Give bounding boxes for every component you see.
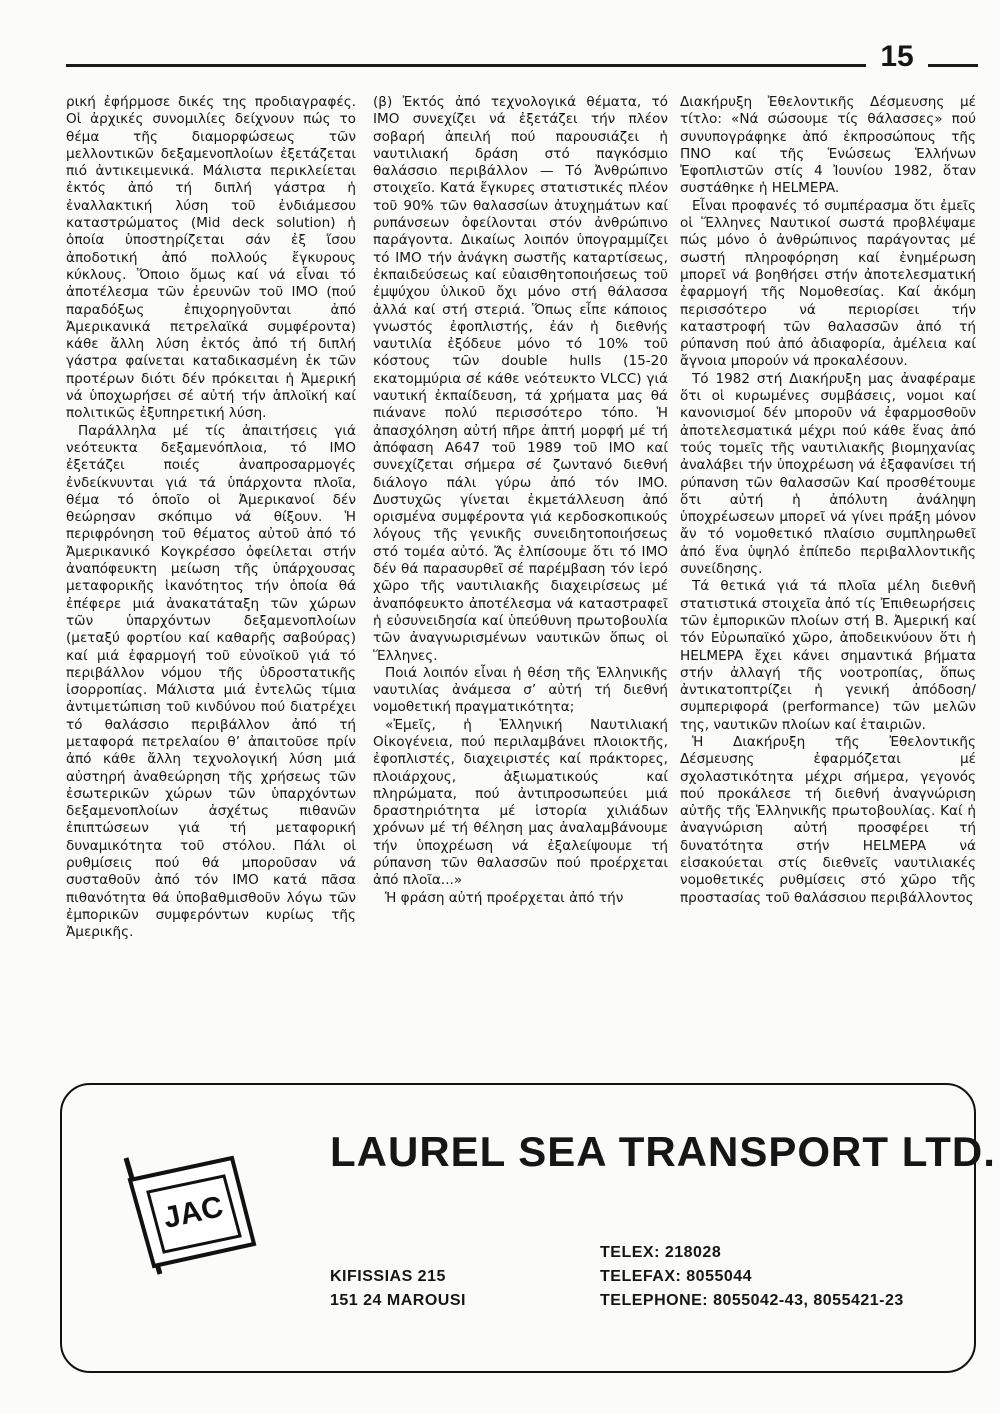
paragraph: Διακήρυξη Ἐθελοντικῆς Δέσμευσης μέ τίτλο: «Νά σώσουμε τίς θάλασσες» πού συνυπογράφηκε ἀπό ἐκπροσώπους τῆς ΠΝΟ καί τῆς Ἑνώσεως Ἑλλήνων Ἐφοπλιστῶν στίς 4 Ἰουνίου 1982, ὅταν συστάθηκε ἡ HELMEPA.: [680, 94, 976, 197]
page-number: 15: [880, 40, 914, 73]
article-column-2: [373, 94, 668, 964]
ad-telephone: TELEPHONE: 8055042-43, 8055421-23: [600, 1292, 904, 1309]
ad-address-line-1: KIFISSIAS 215: [330, 1268, 446, 1285]
paragraph: Ἡ Διακήρυξη τῆς Ἐθελοντικῆς Δέσμευσης ἐφαρμόζεται μέ σχολαστικότητα μέχρι σήμερα, γεγονός πού προκάλεσε τή διεθνή ἀναγνώριση αὐτῆς τῆς Ἑλληνικῆς πρωτοβουλίας. Καί ἡ ἀναγνώριση αὐτή προσφέρει τή δυνατότητα στήν HELMEPA νά εἰσακούεται στίς διεθνεῖς ναυτιλιακές νομοθετικές ρυθμίσεις στό χῶρο τῆς προστασίας τοῦ θαλάσσιου περιβάλλοντος: [680, 733, 976, 906]
article-column-1: [66, 94, 356, 964]
paragraph: Ποιά λοιπόν εἶναι ἡ θέση τῆς Ἑλληνικῆς ναυτιλίας ἀνάμεσα σ’ αὐτή τή διεθνή νομοθετική πραγματικότητα;: [373, 664, 668, 716]
ad-telex: TELEX: 218028: [600, 1244, 722, 1261]
paragraph: Τό 1982 στή Διακήρυξη μας ἀναφέραμε ὅτι οἱ κυρωμένες συμβάσεις, νομοι καί κανονισμοί δέν μποροῦν νά ἐφαρμοσθοῦν ἀποτελεσματικά μέχρι πού κάθε ἕνας ἀπό τούς τομεῖς τῆς ναυτιλιακῆς βιομηχανίας ἀναλάβει τήν ὑποχρέωση νά ἐξαφανίσει τή ρύπανση τῶν θαλασσῶν Καί προσθέτουμε ὅτι αὐτή ἡ ἀπόλυτη ἀνάληψη ὑποχρέωσεων μπορεῖ νά γίνει πράξη μόνον ἄν τό νομοθετικό πλαίσιο συμπληρωθεῖ ἀπό ἕνα ὑψηλό ἐπίπεδο περιβαλλοντικῆς συνείδησης.: [680, 370, 976, 578]
header-rule-left: [66, 64, 866, 67]
paragraph: Εἶναι προφανές τό συμπέρασμα ὅτι ἐμεῖς οἱ Ἕλληνες Ναυτικοί σωστά προβλέψαμε πώς μόνο ὁ ἀνθρώπινος παράγοντας μέ σωστή πληροφόρηση καί ἐνημέρωση μπορεῖ νά βοηθήσει στήν ἀποτελεσματική ἐφαρμογή τῆς Νομοθεσίας. Καί ἀκόμη περισσότερο νά περιορίσει τήν καταστροφή τῶν θαλασσῶν ἀπό τή ρύπανση πού ἀπό ἀδιαφορία, ἀμέλεια καί ἄγνοια μπορούν νά προκαλέσουν.: [680, 197, 976, 370]
paragraph: Ἡ φράση αὐτή προέρχεται ἀπό τήν: [385, 889, 624, 906]
flag-logo-text: JAC: [160, 1190, 227, 1235]
article-column-3: [680, 94, 976, 964]
paragraph: ρική ἐφήρμοσε δικές της προδιαγραφές. Οἱ ἀρχικές συνομιλίες δείχνουν πώς το θέμα τῆς διαμορφώσεως τῶν μελλοντικῶν δεξαμενοπλοίων ἐξετάζεται πιό ἀντικειμενικά. Μάλιστα περικλείεται ἐκτός ἀπό τή διπλή γάστρα ἡ ἐναλλακτική λύση τοῦ ἐνδιάμεσου καταστρώματος (Mid deck solution) ἡ ὁποία ὑποστηρίζεται σάν ἐξ ἴσου ἀποδοτική ἀπό πολλούς ἔγκυρους κύκλους. Ὅποιο ὅμως καί νά εἶναι τό ἀποτέλεσμα τῶν ἐρευνῶν τοῦ IMO (πού παραδόξως ἐπιχορηγοῦνται ἀπό Ἀμερικανικά πετρελαϊκά συμφέροντα) κάθε ἄλλη λύση ἐκτός ἀπό τή διπλή γάστρα φαίνεται καταδικασμένη ἐκ τῶν προτέρων διότι δέν πρόκειται ἡ Ἀμερική νά ὑποχωρήσει σέ αὐτή τήν ἁπλοϊκή καί πολιτικῶς ἐξυπηρετική λύση.: [66, 94, 356, 422]
ad-address-line-2: 151 24 MAROUSI: [330, 1292, 466, 1309]
paragraph: (β) Ἐκτός ἀπό τεχνολογικά θέματα, τό IMO συνεχίζει νά ἐξετάζει τήν πλέον σοβαρή ἀπειλή πού παρουσιάζει ἡ ναυτιλιακή δράση στό παγκόσμιο θαλάσσιο περιβάλλον — Τό Ἀνθρώπινο στοιχεῖο. Κατά ἔγκυρες στατιστικές πλέον τοῦ 90% τῶν θαλασσίων ἀτυχημάτων καί ρυπάνσεων ὀφείλονται στόν ἀνθρώπινο παράγοντα. Δικαίως λοιπόν ὑπογραμμίζει τό IMO τήν ἀνάγκη σωστῆς καταρτίσεως, ἐκπαιδεύσεως καί εὐαισθητοποιήσεως τοῦ ἐμψύχου ὑλικοῦ ὄχι μόνο στή θάλασσα ἀλλά καί στή στεριά. Ὅπως εἶπε κάποιος γνωστός ἐφοπλιστής, ἐάν ἡ διεθνής ναυτιλία ἐξόδευε μόνο τό 10% τοῦ κόστους τῶν double hulls (15-20 εκατομμύρια σέ κάθε νεότευκτο VLCC) γιά ναυτική ἐκπαίδευση, τά χρήματα μας θά πιάνανε πολύ περισσότερο τόπο. Ἡ ἀπασχόληση αὐτή πῆρε ἀπτή μορφή μέ τή ἀπόφαση A647 τοῦ 1989 τοῦ IMO καί συνεχίζεται σήμερα σέ ζωντανό διεθνή διάλογο πάλι γύρω ἀπό τόν IMO. Δυστυχῶς γίνεται ἐκμετάλλευση ἀπό ορισμένα συμφέροντα γιά κερδοσκοπικούς λόγους τῆς γενικῆς συνειδητοποιήσεως στό τομέα αὐτό. Ἄς ἐλπίσουμε ὅτι τό IMO δέν θά παρασυρθεῖ σέ παρέμβαση τόν ἱερό χῶρο τῆς ναυτιλιακῆς διαχειρίσεως μέ ἀναπόφευκτο ἀποτέλεσμα νά καταστραφεῖ ἡ εὐσυνειδησία καί ὑπεύθυνη πρωτοβουλία τῶν ἀναγνωρισμένων ναυτικῶν ὅπως οἱ Ἕλληνες.: [373, 94, 668, 664]
paragraph: Τά θετικά γιά τά πλοῖα μέλη διεθνῆ στατιστικά στοιχεῖα ἀπό τίς Ἐπιθεωρήσεις τῶν ἐμπορικῶν πλοίων στή Β. Ἀμερική καί τόν Εὐρωπαϊκό χῶρο, ἀποδεικνύουν ὅτι ἡ HELMEPA ἔχει κάνει σημαντικά βήματα στήν ἀλλαγή τῆς νοοτροπίας, ὅπως ἀντικατοπτρίζει ἡ γενική ἀπόδοση/ συμπεριφορά (performance) τῶν μελῶν της, ναυτικῶν πλοίων καί ἑταιριῶν.: [680, 578, 976, 733]
paragraph: Παράλληλα μέ τίς ἀπαιτήσεις γιά νεότευκτα δεξαμενόπλοια, τό IMO ἐξετάζει ποιές ἀναπροσαρμογές ἐνδείκνυνται γιά τά ὑπάρχοντα πλοῖα, θέμα τό ὁποῖο οἱ Ἀμερικανοί δέν θεώρησαν σκόπιμο νά θίξουν. Ἡ περιφρόνηση τοῦ θέματος αὐτοῦ ἀπό τό Ἀμερικανικό Κογκρέσσο ὀφείλεται στήν ἀναπόφευκτη μείωση τῆς ὑπάρχουσας μεταφορικῆς ἱκανότητος τήν ὁποία θά ἐπέφερε μιά ἀνακατάταξη τῶν χώρων τῶν ὑπαρχόντων δεξαμενοπλοίων (μεταξύ φορτίου καί καθαρῆς σαβούρας) καί μιά ἐφαρμογή τοῦ εὐνοϊκοῦ γιά τό περιβάλλον νόμου τῆς ὑδροστατικῆς ἰσορροπίας. Μάλιστα μιά ἐντελῶς τίμια ἀντιμετώπιση τοῦ κινδύνου πού διατρέχει τό θαλάσσιο περιβάλλον ἀπό τή μεταφορά πετρελαίου θ’ ἀπαιτοῦσε πρίν ἀπό κάθε ἄλλη τεχνολογική λύση μιά αὐστηρή ἀναθεώρηση τῆς χρήσεως τῶν ἐσωτερικῶν χώρων τῶν ὑπαρχόντων δεξαμενοπλοίων ἀσχέτως πιθανῶν ἐπιπτώσεων γιά τή μεταφορική δυναμικότητα τοῦ στόλου. Πάλι οἱ ρυθμίσεις πού θά μποροῦσαν νά συσταθοῦν ἀπό τόν IMO κατά πᾶσα πιθανότητα θά ὑποβαθμισθοῦν λόγω τῶν ἐμπορικῶν συμφερόντων κυρίως τῆς Ἀμερικῆς.: [66, 422, 356, 941]
paragraph: «Ἐμεῖς, ἡ Ἑλληνική Ναυτιλιακή Οἰκογένεια, πού περιλαμβάνει πλοιοκτῆς, ἐφοπλιστές, διαχειριστές καί πράκτορες, πλοιάρχους, ἀξιωματικούς καί πληρώματα, πού ἀντιπροσωπεύει μιά δραστηριότητα μέ ἱστορία χιλιάδων χρόνων μέ τή θέληση μας ἀναλαμβάνουμε τήν ὑποχρέωση νά ἐξαλείψουμε τή ρύπανση τῶν θαλασσῶν πού προέρχεται ἀπό πλοῖα...»: [373, 716, 668, 889]
header-rule-right: [928, 64, 978, 67]
ad-company-name: LAUREL SEA TRANSPORT LTD.: [330, 1128, 996, 1175]
flag-logo-icon: [112, 1150, 262, 1280]
ad-telefax: TELEFAX: 8055044: [600, 1268, 753, 1285]
